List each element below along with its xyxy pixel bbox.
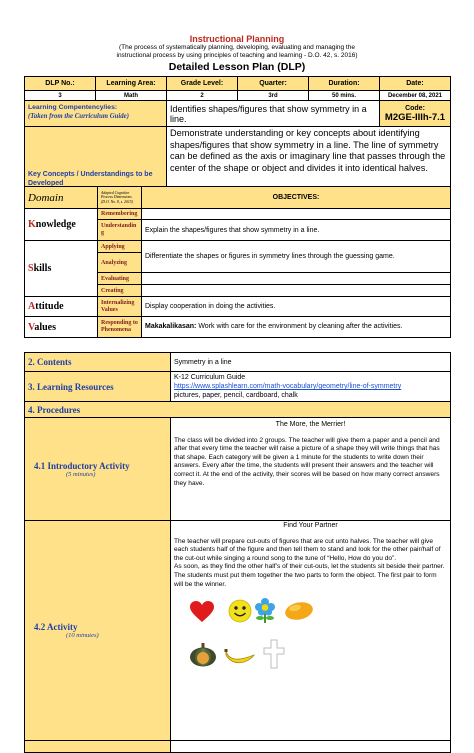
domain-label: Domain <box>25 187 98 209</box>
values-objective-text: Work with care for the environment by cleaning after the activities. <box>196 322 403 330</box>
cross-icon <box>263 639 285 669</box>
domain-values <box>25 317 98 338</box>
info-label-date: Date: <box>380 77 451 91</box>
knowledge-objective-blank <box>142 209 451 220</box>
values-objective-cell <box>142 317 451 338</box>
attitude-initial: A <box>28 301 36 312</box>
info-value-date: December 08, 2021 <box>380 91 451 101</box>
skills-objective: Differentiate the shapes or figures in symmetry lines through the guessing game. <box>142 241 451 273</box>
pumpkin-icon <box>189 643 217 667</box>
attitude-objective: Display cooperation in doing the activities. <box>142 297 451 317</box>
info-label-dlp: DLP No.: <box>25 77 96 91</box>
values-rest: alues <box>34 321 56 333</box>
info-value-grade: 2 <box>167 91 238 101</box>
intro-label-cell <box>25 418 171 521</box>
flower-icon <box>254 598 276 624</box>
objectives-header: OBJECTIVES: <box>142 187 451 209</box>
adapted-note: Adapted Cognitive Process Dimensions (D.O. No. 8, s. 2015) <box>98 187 142 209</box>
info-value-dlp: 3 <box>25 91 96 101</box>
domain-attitude <box>25 297 98 317</box>
info-value-duration: 50 mins. <box>309 91 380 101</box>
level-responding: Responding to Phenomena <box>98 317 142 338</box>
header-subtitle-line2: instructional process by using principles of teaching and learning - D.O. 42, s. 2016) <box>116 52 358 59</box>
mango-icon <box>284 601 314 621</box>
procedures-label: 4. Procedures <box>25 402 451 418</box>
key-concepts-label: Key Concepts / Understandings to be Developed <box>25 127 167 192</box>
code-value: M2GE-IIIh-7.1 <box>384 111 446 123</box>
info-label-duration: Duration: <box>309 77 380 91</box>
resources-materials: pictures, paper, pencil, cardboard, chalk <box>174 392 298 399</box>
activity-time: (10 minutes) <box>66 632 99 639</box>
heart-icon <box>190 601 214 623</box>
values-initial: V <box>28 321 35 333</box>
resources-link[interactable]: https://www.splashlearn.com/math-vocabulary/geometry/line-of-symmetry <box>174 383 402 390</box>
level-applying: Applying <box>98 241 142 253</box>
resources-label: 3. Learning Resources <box>25 372 171 402</box>
knowledge-rest: nowledge <box>35 219 76 230</box>
objectives-table <box>24 186 451 338</box>
evaluating-blank <box>142 273 451 285</box>
cutout-images <box>174 589 447 685</box>
intro-time: (5 minutes) <box>66 470 96 478</box>
info-label-quarter: Quarter: <box>238 77 309 91</box>
info-table <box>24 76 451 192</box>
level-creating: Creating <box>98 285 142 297</box>
competency-sub: (Taken from the Curriculum Guide) <box>28 113 129 120</box>
level-remembering: Remembering <box>98 209 142 220</box>
doc-title: Detailed Lesson Plan (DLP) <box>168 61 306 73</box>
contents-label: 2. Contents <box>25 353 171 372</box>
intro-cell <box>171 418 451 521</box>
info-value-area: Math <box>96 91 167 101</box>
competency-text: Identifies shapes/figures that show symmetry in a line. <box>167 101 380 127</box>
activity-para2: As soon, as they find the other half’s of their cut-outs, let the students sit beside their partner. The students must put them together the two parts to form the object. The first pair to form will be the winner. <box>174 563 445 588</box>
resources-guide: K-12 Curriculum Guide <box>174 374 246 381</box>
activity-label: 4.2 Activity <box>34 622 78 632</box>
intro-text: The class will be divided into 2 groups. The teacher will give them a paper and a pencil and after that every time the teacher will raise a picture of a shape they will write things that has that shape. Each category will be given a 1 minute for the students to write down their answers. Every after the time, the students will present their answers and the teacher will correct it. At the end of the activity, their scores will be based on how many correct answers they have. <box>174 436 440 487</box>
header-subtitle-line1: (The process of systematically planning, developing, evaluating and managing the <box>119 44 355 51</box>
values-objective-label: Makakalikasan: <box>145 322 197 330</box>
attitude-rest: ttitude <box>35 301 64 312</box>
level-understanding: Understanding <box>98 220 142 241</box>
procedures-table <box>24 352 451 753</box>
code-label: Code: <box>405 104 425 112</box>
competency-label-cell <box>25 101 167 127</box>
banana-icon <box>224 645 256 667</box>
next-row-label <box>25 741 171 753</box>
knowledge-objective: Explain the shapes/figures that show symmetry in a line. <box>142 220 451 241</box>
info-label-area: Learning Area: <box>96 77 167 91</box>
level-evaluating: Evaluating <box>98 273 142 285</box>
knowledge-initial: K <box>28 219 36 230</box>
info-value-quarter: 3rd <box>238 91 309 101</box>
intro-label: 4.1 Introductory Activity <box>34 460 130 471</box>
key-concepts-text: Demonstrate understanding or key concepts about identifying shapes/figures that show symmetry in a line. The line of symmetry can be defined as the axis or imaginary line that passes through the center of the shape or object and divides it into identical halves. <box>167 127 451 192</box>
resources-cell <box>171 372 451 402</box>
skills-rest: kills <box>33 263 52 274</box>
activity-title: Find Your Partner <box>283 522 338 529</box>
code-cell <box>380 101 451 127</box>
contents-value: Symmetry in a line <box>171 353 451 372</box>
header-title: Instructional Planning <box>189 34 285 44</box>
competency-label: Learning Compentency/ies: <box>28 104 118 111</box>
intro-title: The More, the Merrier! <box>275 421 346 428</box>
creating-blank <box>142 285 451 297</box>
info-label-grade: Grade Level: <box>167 77 238 91</box>
level-internalizing: Internalizing Values <box>98 297 142 317</box>
skills-initial: S <box>28 263 34 274</box>
smiley-icon <box>228 599 252 623</box>
activity-cell <box>171 521 451 741</box>
activity-label-cell <box>25 521 171 741</box>
next-row-value <box>171 741 451 753</box>
domain-knowledge <box>25 209 98 241</box>
domain-skills <box>25 241 98 297</box>
level-analyzing: Analyzing <box>98 253 142 273</box>
activity-para1: The teacher will prepare cut-outs of figures that are cut unto halves. The teacher will give each students half of the figure and then tell them to stand and look for the other pair/half of the cut-out while singing a round song to the tune of “Hello, How do you do”. <box>174 537 441 562</box>
